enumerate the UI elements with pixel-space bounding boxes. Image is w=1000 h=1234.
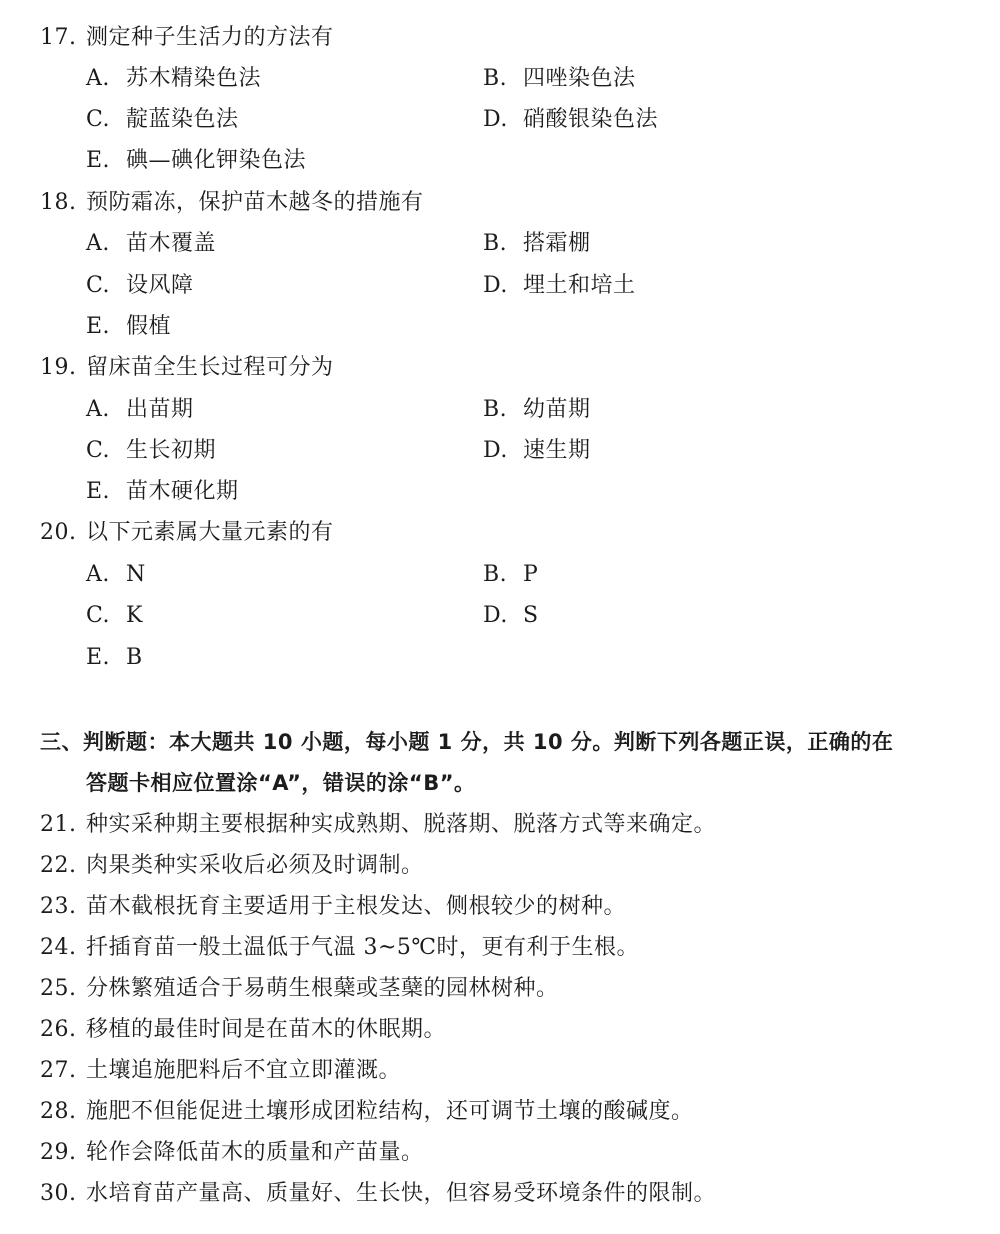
question-number: 23.	[40, 894, 77, 919]
option-text: N	[126, 562, 146, 587]
option-label: D.	[483, 273, 508, 298]
option-label: B.	[483, 231, 508, 256]
question-number: 20.	[40, 520, 77, 545]
option-text: 生长初期	[126, 438, 217, 463]
q19-option-c	[86, 436, 216, 466]
option-label: C.	[86, 273, 111, 298]
q17-option-d	[483, 105, 658, 135]
question-number: 30.	[40, 1181, 77, 1206]
option-text: P	[523, 562, 539, 587]
question-text: 肉果类种实采收后必须及时调制。	[86, 853, 424, 878]
question-number: 25.	[40, 976, 77, 1001]
question-text: 以下元素属大量元素的有	[86, 520, 334, 545]
option-label: D.	[483, 603, 508, 628]
option-label: D.	[483, 107, 508, 132]
option-text: 搭霜棚	[523, 231, 591, 256]
option-label: E.	[86, 314, 111, 339]
question-22	[40, 851, 424, 881]
question-text: 扦插育苗一般土温低于气温 3~5℃时，更有利于生根。	[86, 935, 640, 960]
question-19-stem	[40, 353, 334, 383]
option-text: 设风障	[126, 273, 194, 298]
q18-option-c	[86, 271, 194, 301]
question-text: 水培育苗产量高、质量好、生长快，但容易受环境条件的限制。	[86, 1181, 717, 1206]
question-text: 留床苗全生长过程可分为	[86, 355, 334, 380]
option-label: A.	[86, 397, 110, 422]
option-label: E.	[86, 148, 111, 173]
option-label: E.	[86, 479, 111, 504]
option-text: 苏木精染色法	[126, 66, 262, 91]
question-text: 种实采种期主要根据种实成熟期、脱落期、脱落方式等来确定。	[86, 812, 717, 837]
q18-option-d	[483, 271, 636, 301]
q17-option-a	[86, 64, 261, 94]
question-20-stem	[40, 518, 334, 548]
option-label: C.	[86, 438, 111, 463]
q20-option-a	[86, 560, 146, 590]
option-text: 硝酸银染色法	[523, 107, 659, 132]
question-30	[40, 1179, 716, 1209]
question-text: 轮作会降低苗木的质量和产苗量。	[86, 1140, 424, 1165]
option-text: B	[126, 645, 143, 670]
option-text: 出苗期	[126, 397, 194, 422]
question-text: 移植的最佳时间是在苗木的休眠期。	[86, 1017, 447, 1042]
option-label: A.	[86, 562, 110, 587]
question-23	[40, 892, 626, 922]
q18-option-b	[483, 229, 591, 259]
option-text: 四唑染色法	[523, 66, 636, 91]
question-text: 分株繁殖适合于易萌生根蘖或茎蘖的园林树种。	[86, 976, 559, 1001]
question-text: 测定种子生活力的方法有	[86, 25, 334, 50]
question-number: 27.	[40, 1058, 77, 1083]
question-27	[40, 1056, 401, 1086]
question-text: 预防霜冻，保护苗木越冬的措施有	[86, 190, 424, 215]
option-text: 碘—碘化钾染色法	[126, 148, 307, 173]
q20-option-c	[86, 601, 143, 631]
q19-option-a	[86, 395, 194, 425]
question-number: 29.	[40, 1140, 77, 1165]
question-text: 苗木截根抚育主要适用于主根发达、侧根较少的树种。	[86, 894, 627, 919]
question-number: 28.	[40, 1099, 77, 1124]
option-label: B.	[483, 66, 508, 91]
q18-option-a	[86, 229, 216, 259]
question-number: 26.	[40, 1017, 77, 1042]
q20-option-d	[483, 601, 539, 631]
option-text: 假植	[126, 314, 172, 339]
q19-option-e	[86, 477, 239, 507]
option-label: B.	[483, 562, 508, 587]
question-26	[40, 1015, 446, 1045]
question-24	[40, 933, 639, 963]
question-number: 24.	[40, 935, 77, 960]
question-25	[40, 974, 559, 1004]
section-three-heading: 三、判断题：本大题共 10 小题，每小题 1 分，共 10 分。判断下列各题正误，正确的在	[40, 730, 894, 754]
q18-option-e	[86, 312, 171, 342]
option-text: 速生期	[523, 438, 591, 463]
question-number: 22.	[40, 853, 77, 878]
q17-option-e	[86, 146, 306, 176]
option-text: 靛蓝染色法	[126, 107, 239, 132]
option-text: 苗木覆盖	[126, 231, 217, 256]
option-label: D.	[483, 438, 508, 463]
option-text: K	[126, 603, 143, 628]
q19-option-d	[483, 436, 591, 466]
question-number: 21.	[40, 812, 77, 837]
q20-option-b	[483, 560, 538, 590]
option-label: E.	[86, 645, 111, 670]
section-three-instructions: 答题卡相应位置涂“A”，错误的涂“B”。	[86, 771, 476, 795]
question-29	[40, 1138, 424, 1168]
option-label: C.	[86, 603, 111, 628]
option-label: C.	[86, 107, 111, 132]
option-text: 幼苗期	[523, 397, 591, 422]
q17-option-b	[483, 64, 636, 94]
option-label: B.	[483, 397, 508, 422]
q17-option-c	[86, 105, 239, 135]
question-17-stem	[40, 23, 334, 53]
option-label: A.	[86, 231, 110, 256]
question-number: 19.	[40, 355, 77, 380]
question-28	[40, 1097, 694, 1127]
option-text: 埋土和培土	[523, 273, 636, 298]
option-text: 苗木硬化期	[126, 479, 239, 504]
q20-option-e	[86, 643, 143, 673]
question-text: 土壤追施肥料后不宜立即灌溉。	[86, 1058, 402, 1083]
q19-option-b	[483, 395, 591, 425]
option-label: A.	[86, 66, 110, 91]
option-text: S	[523, 603, 539, 628]
question-number: 18.	[40, 190, 77, 215]
question-21	[40, 810, 716, 840]
question-text: 施肥不但能促进土壤形成团粒结构，还可调节土壤的酸碱度。	[86, 1099, 694, 1124]
question-18-stem	[40, 188, 424, 218]
question-number: 17.	[40, 25, 77, 50]
